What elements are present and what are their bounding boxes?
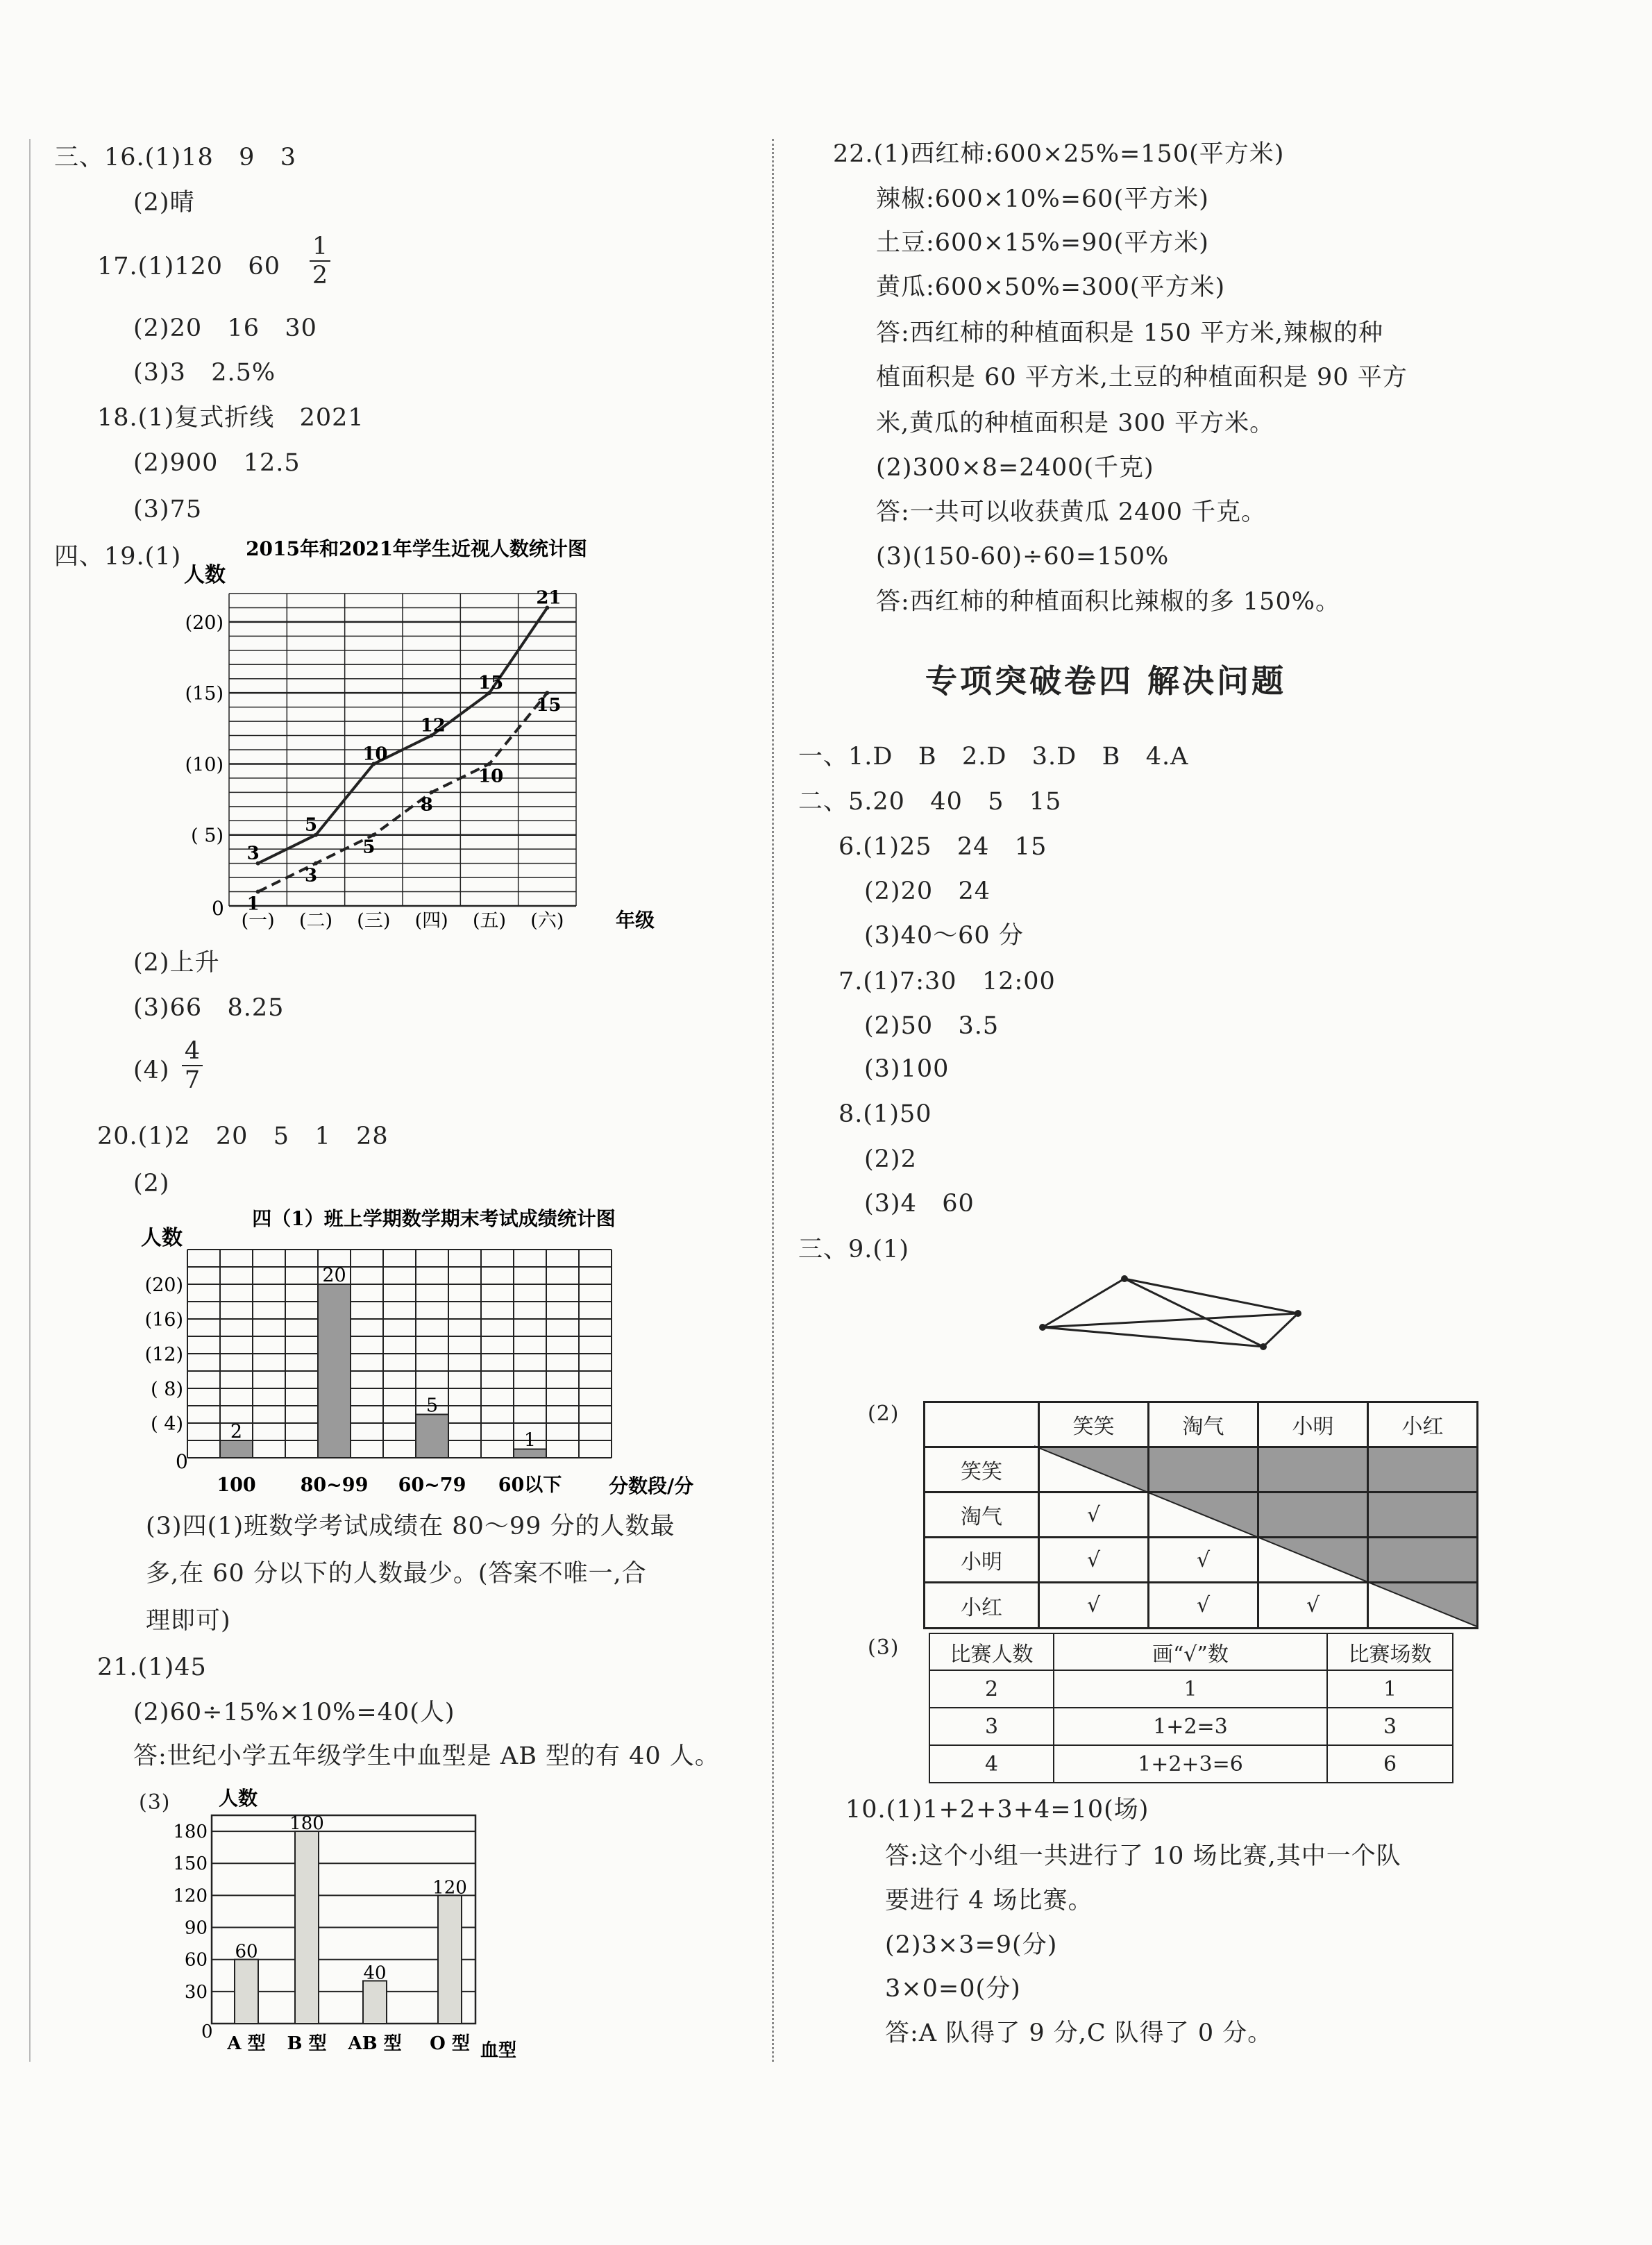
match-grid bbox=[923, 1401, 1478, 1629]
match-row-label: 淘气 bbox=[925, 1493, 1039, 1538]
q19-part3: (3)66 8.25 bbox=[133, 994, 285, 1022]
match-cell: √ bbox=[1039, 1493, 1149, 1538]
match-cell bbox=[1258, 1447, 1368, 1493]
chart1-data-label: 10 bbox=[362, 743, 388, 765]
chart1-title: 2015年和2021年学生近视人数统计图 bbox=[246, 537, 587, 560]
chart3-category-label: B 型 bbox=[287, 2033, 327, 2054]
games-header-cell: 比赛场数 bbox=[1327, 1633, 1453, 1670]
chart2-origin: 0 bbox=[176, 1450, 188, 1473]
chart2-category-label: 60~79 bbox=[398, 1474, 466, 1496]
q19-part2: (2)上升 bbox=[133, 949, 220, 977]
q18-part1: 18.(1)复式折线 2021 bbox=[97, 404, 364, 432]
match-cell: √ bbox=[1258, 1583, 1368, 1629]
s8-part3: (3)4 60 bbox=[864, 1190, 975, 1218]
games-cell: 1 bbox=[1054, 1670, 1327, 1708]
chart2-ylabel: 人数 bbox=[141, 1226, 183, 1250]
chart1-category-label: (五) bbox=[472, 910, 507, 932]
chart3-ytick-label: 120 bbox=[173, 1885, 208, 1907]
match-cell bbox=[1368, 1583, 1478, 1629]
chart1-category-label: (六) bbox=[530, 910, 564, 932]
match-cell bbox=[1258, 1493, 1368, 1538]
q22-answer-line2: 植面积是 60 平方米,土豆的种植面积是 90 平方 bbox=[876, 364, 1408, 392]
q20-part3-line1: (3)四(1)班数学考试成绩在 80～99 分的人数最 bbox=[146, 1513, 675, 1540]
chart3-data-label: 180 bbox=[289, 1813, 324, 1835]
q16-part1: 三、16.(1)18 9 3 bbox=[54, 144, 297, 171]
chart2-title: 四（1）班上学期数学期末考试成绩统计图 bbox=[252, 1207, 616, 1230]
q18-part3: (3)75 bbox=[133, 496, 203, 523]
column-divider bbox=[772, 139, 774, 2062]
chart1-category-label: (一) bbox=[241, 910, 275, 932]
chart3-bar bbox=[363, 1981, 387, 2024]
chart1-data-label: 15 bbox=[536, 695, 562, 716]
chart3-category-label: A 型 bbox=[227, 2033, 266, 2054]
match-header-cell: 笑笑 bbox=[1039, 1402, 1149, 1447]
chart1-data-label: 3 bbox=[305, 865, 318, 886]
games-cell: 1+2=3 bbox=[1054, 1708, 1327, 1745]
s10-part3: 3×0=0(分) bbox=[885, 1975, 1021, 2003]
s10-answer-line1: 答:这个小组一共进行了 10 场比赛,其中一个队 bbox=[885, 1842, 1401, 1870]
blood-type-bar-chart bbox=[160, 1784, 548, 2062]
q17-part2: (2)20 16 30 bbox=[133, 314, 317, 342]
chart2-ytick-label: ( 4) bbox=[151, 1413, 183, 1435]
chart1-data-label: 15 bbox=[478, 673, 504, 694]
chart3-origin: 0 bbox=[201, 2021, 213, 2042]
chart1-category-label: (三) bbox=[357, 910, 391, 932]
q17-part1: 17.(1)120 60 bbox=[97, 253, 280, 280]
s6-part1: 6.(1)25 24 15 bbox=[838, 833, 1047, 861]
q16-part2: (2)晴 bbox=[133, 189, 195, 217]
q22-cucumber: 黄瓜:600×50%=300(平方米) bbox=[876, 274, 1226, 301]
chart2-bar bbox=[416, 1415, 448, 1458]
q22-answer-line4: 答:一共可以收获黄瓜 2400 千克。 bbox=[876, 498, 1267, 526]
chart2-ytick-label: (20) bbox=[144, 1275, 183, 1296]
games-header-cell: 画“√”数 bbox=[1054, 1633, 1327, 1670]
games-cell: 2 bbox=[929, 1670, 1054, 1708]
chart3-ylabel: 人数 bbox=[219, 1787, 258, 1810]
q18-part2: (2)900 12.5 bbox=[133, 449, 301, 477]
q21-part1: 21.(1)45 bbox=[97, 1654, 207, 1681]
q17-part3: (3)3 2.5% bbox=[133, 359, 276, 387]
chart2-data-label: 20 bbox=[322, 1265, 346, 1286]
s10-part2: (2)3×3=9(分) bbox=[885, 1931, 1058, 1959]
chart3-bar bbox=[235, 1960, 258, 2024]
s9-part3: (3) bbox=[868, 1636, 900, 1660]
match-cell: √ bbox=[1039, 1583, 1149, 1629]
q21-part2: (2)60÷15%×10%=40(人) bbox=[133, 1699, 455, 1726]
games-cell: 3 bbox=[1327, 1708, 1453, 1745]
chart1-data-label: 10 bbox=[478, 766, 504, 787]
chart3-ytick-label: 60 bbox=[184, 1949, 208, 1971]
q22-pepper: 辣椒:600×10%=60(平方米) bbox=[876, 185, 1209, 213]
section-title: 专项突破卷四 解决问题 bbox=[925, 662, 1287, 700]
chart1-xlabel: 年级 bbox=[616, 909, 655, 932]
chart1-origin: 0 bbox=[212, 897, 224, 920]
q20-part1: 20.(1)2 20 5 1 28 bbox=[97, 1122, 389, 1150]
chart1-ytick-label: (15) bbox=[185, 683, 224, 705]
chart1-ytick-label: ( 5) bbox=[191, 825, 224, 847]
chart1-data-label: 5 bbox=[362, 836, 376, 858]
chart1-data-label: 3 bbox=[246, 843, 260, 864]
chart1-ytick-label: (20) bbox=[185, 612, 224, 634]
chart1-data-label: 12 bbox=[420, 715, 446, 737]
match-cell bbox=[1368, 1538, 1478, 1583]
s9-part2: (2) bbox=[868, 1402, 900, 1426]
match-cell: √ bbox=[1149, 1583, 1258, 1629]
q20-part3-line2: 多,在 60 分以下的人数最少。(答案不唯一,合 bbox=[146, 1560, 647, 1588]
myopia-line-chart bbox=[177, 535, 677, 944]
chart2-ytick-label: ( 8) bbox=[151, 1379, 183, 1400]
match-cell bbox=[1368, 1493, 1478, 1538]
match-corner bbox=[925, 1402, 1039, 1447]
q20-part2: (2) bbox=[133, 1170, 170, 1197]
chart1-category-label: (二) bbox=[298, 910, 333, 932]
chart2-data-label: 5 bbox=[425, 1395, 439, 1417]
games-table bbox=[929, 1633, 1453, 1783]
chart3-ytick-label: 90 bbox=[184, 1917, 208, 1939]
q22-part3: (3)(150-60)÷60=150% bbox=[876, 543, 1170, 571]
q19-part4: (4) bbox=[133, 1057, 170, 1084]
chart2-data-label: 1 bbox=[523, 1429, 537, 1452]
q19-part1: 四、19.(1) bbox=[54, 543, 182, 571]
quadrilateral-diagram bbox=[1034, 1270, 1319, 1354]
games-cell: 6 bbox=[1327, 1745, 1453, 1783]
q19-fraction: 4 7 bbox=[182, 1037, 203, 1094]
chart1-data-label: 5 bbox=[305, 814, 318, 836]
score-bar-chart bbox=[135, 1204, 746, 1496]
chart2-category-label: 100 bbox=[217, 1474, 256, 1496]
match-cell bbox=[1258, 1538, 1368, 1583]
s10-part1: 10.(1)1+2+3+4=10(场) bbox=[845, 1796, 1149, 1824]
s1-answers: 一、1.D B 2.D 3.D B 4.A bbox=[798, 743, 1189, 771]
chart3-data-label: 120 bbox=[432, 1877, 467, 1899]
q22-answer-line3: 米,黄瓜的种植面积是 300 平方米。 bbox=[876, 410, 1275, 437]
s6-part3: (3)40～60 分 bbox=[864, 922, 1024, 950]
chart2-category-label: 60以下 bbox=[498, 1474, 562, 1496]
chart1-ytick-label: (10) bbox=[185, 754, 224, 776]
match-header-cell: 小明 bbox=[1258, 1402, 1368, 1447]
chart1-category-label: (四) bbox=[414, 910, 448, 932]
match-header-cell: 淘气 bbox=[1149, 1402, 1258, 1447]
q22-potato: 土豆:600×15%=90(平方米) bbox=[876, 229, 1209, 257]
chart2-ytick-label: (16) bbox=[144, 1309, 183, 1331]
q22-part2: (2)300×8=2400(千克) bbox=[876, 454, 1154, 482]
chart2-bar bbox=[220, 1440, 253, 1458]
chart3-category-label: AB 型 bbox=[348, 2033, 402, 2054]
match-row-label: 小明 bbox=[925, 1538, 1039, 1583]
match-row-label: 小红 bbox=[925, 1583, 1039, 1629]
q22-part1: 22.(1)西红柿:600×25%=150(平方米) bbox=[833, 140, 1285, 168]
chart1-data-label: 21 bbox=[536, 587, 562, 609]
match-cell: √ bbox=[1039, 1538, 1149, 1583]
s9-part1: 三、9.(1) bbox=[798, 1236, 909, 1263]
chart3-category-label: O 型 bbox=[430, 2033, 470, 2054]
chart1-data-label: 1 bbox=[246, 893, 260, 915]
chart2-bar bbox=[318, 1284, 351, 1458]
q22-answer-line5: 答:西红柿的种植面积比辣椒的多 150%。 bbox=[876, 588, 1340, 616]
chart3-bar bbox=[295, 1831, 319, 2024]
q22-answer-line1: 答:西红柿的种植面积是 150 平方米,辣椒的种 bbox=[876, 319, 1383, 347]
chart3-xlabel: 血型 bbox=[480, 2040, 517, 2061]
chart1-data-label: 8 bbox=[420, 794, 433, 816]
q20-part3-line3: 理即可) bbox=[146, 1607, 231, 1635]
q21-part3: (3) bbox=[139, 1790, 171, 1815]
chart3-ytick-label: 180 bbox=[173, 1822, 208, 1843]
match-table bbox=[923, 1401, 1478, 1627]
match-cell bbox=[1368, 1447, 1478, 1493]
s10-answer-line3: 答:A 队得了 9 分,C 队得了 0 分。 bbox=[885, 2019, 1273, 2047]
s10-answer-line2: 要进行 4 场比赛。 bbox=[885, 1887, 1093, 1915]
games-header-cell: 比赛人数 bbox=[929, 1633, 1054, 1670]
match-row-label: 笑笑 bbox=[925, 1447, 1039, 1493]
games-cell: 4 bbox=[929, 1745, 1054, 1783]
match-cell: √ bbox=[1149, 1538, 1258, 1583]
s5-answers: 二、5.20 40 5 15 bbox=[798, 788, 1062, 816]
chart1-ylabel: 人数 bbox=[184, 563, 226, 587]
chart3-data-label: 60 bbox=[235, 1941, 258, 1962]
games-cell: 1 bbox=[1327, 1670, 1453, 1708]
q17-fraction: 1 2 bbox=[310, 233, 330, 289]
chart3-bar bbox=[438, 1895, 462, 2024]
games-cell: 1+2+3=6 bbox=[1054, 1745, 1327, 1783]
q21-answer: 答:世纪小学五年级学生中血型是 AB 型的有 40 人。 bbox=[133, 1742, 720, 1770]
chart2-xlabel: 分数段/分 bbox=[609, 1474, 694, 1496]
s8-part2: (2)2 bbox=[864, 1145, 917, 1173]
chart2-category-label: 80~99 bbox=[300, 1474, 369, 1496]
page-edge-line bbox=[29, 139, 31, 2062]
s7-part3: (3)100 bbox=[864, 1055, 950, 1083]
chart2-ytick-label: (12) bbox=[144, 1344, 183, 1365]
s7-part2: (2)50 3.5 bbox=[864, 1012, 1000, 1040]
chart3-ytick-label: 150 bbox=[173, 1853, 208, 1875]
chart3-data-label: 40 bbox=[363, 1962, 387, 1984]
chart3-ytick-label: 30 bbox=[184, 1981, 208, 2003]
match-cell bbox=[1039, 1447, 1149, 1493]
s6-part2: (2)20 24 bbox=[864, 877, 991, 905]
s8-part1: 8.(1)50 bbox=[838, 1100, 932, 1128]
s7-part1: 7.(1)7:30 12:00 bbox=[838, 968, 1056, 995]
chart2-data-label: 2 bbox=[230, 1421, 243, 1443]
games-cell: 3 bbox=[929, 1708, 1054, 1745]
match-header-cell: 小红 bbox=[1368, 1402, 1478, 1447]
match-cell bbox=[1149, 1493, 1258, 1538]
match-cell bbox=[1149, 1447, 1258, 1493]
